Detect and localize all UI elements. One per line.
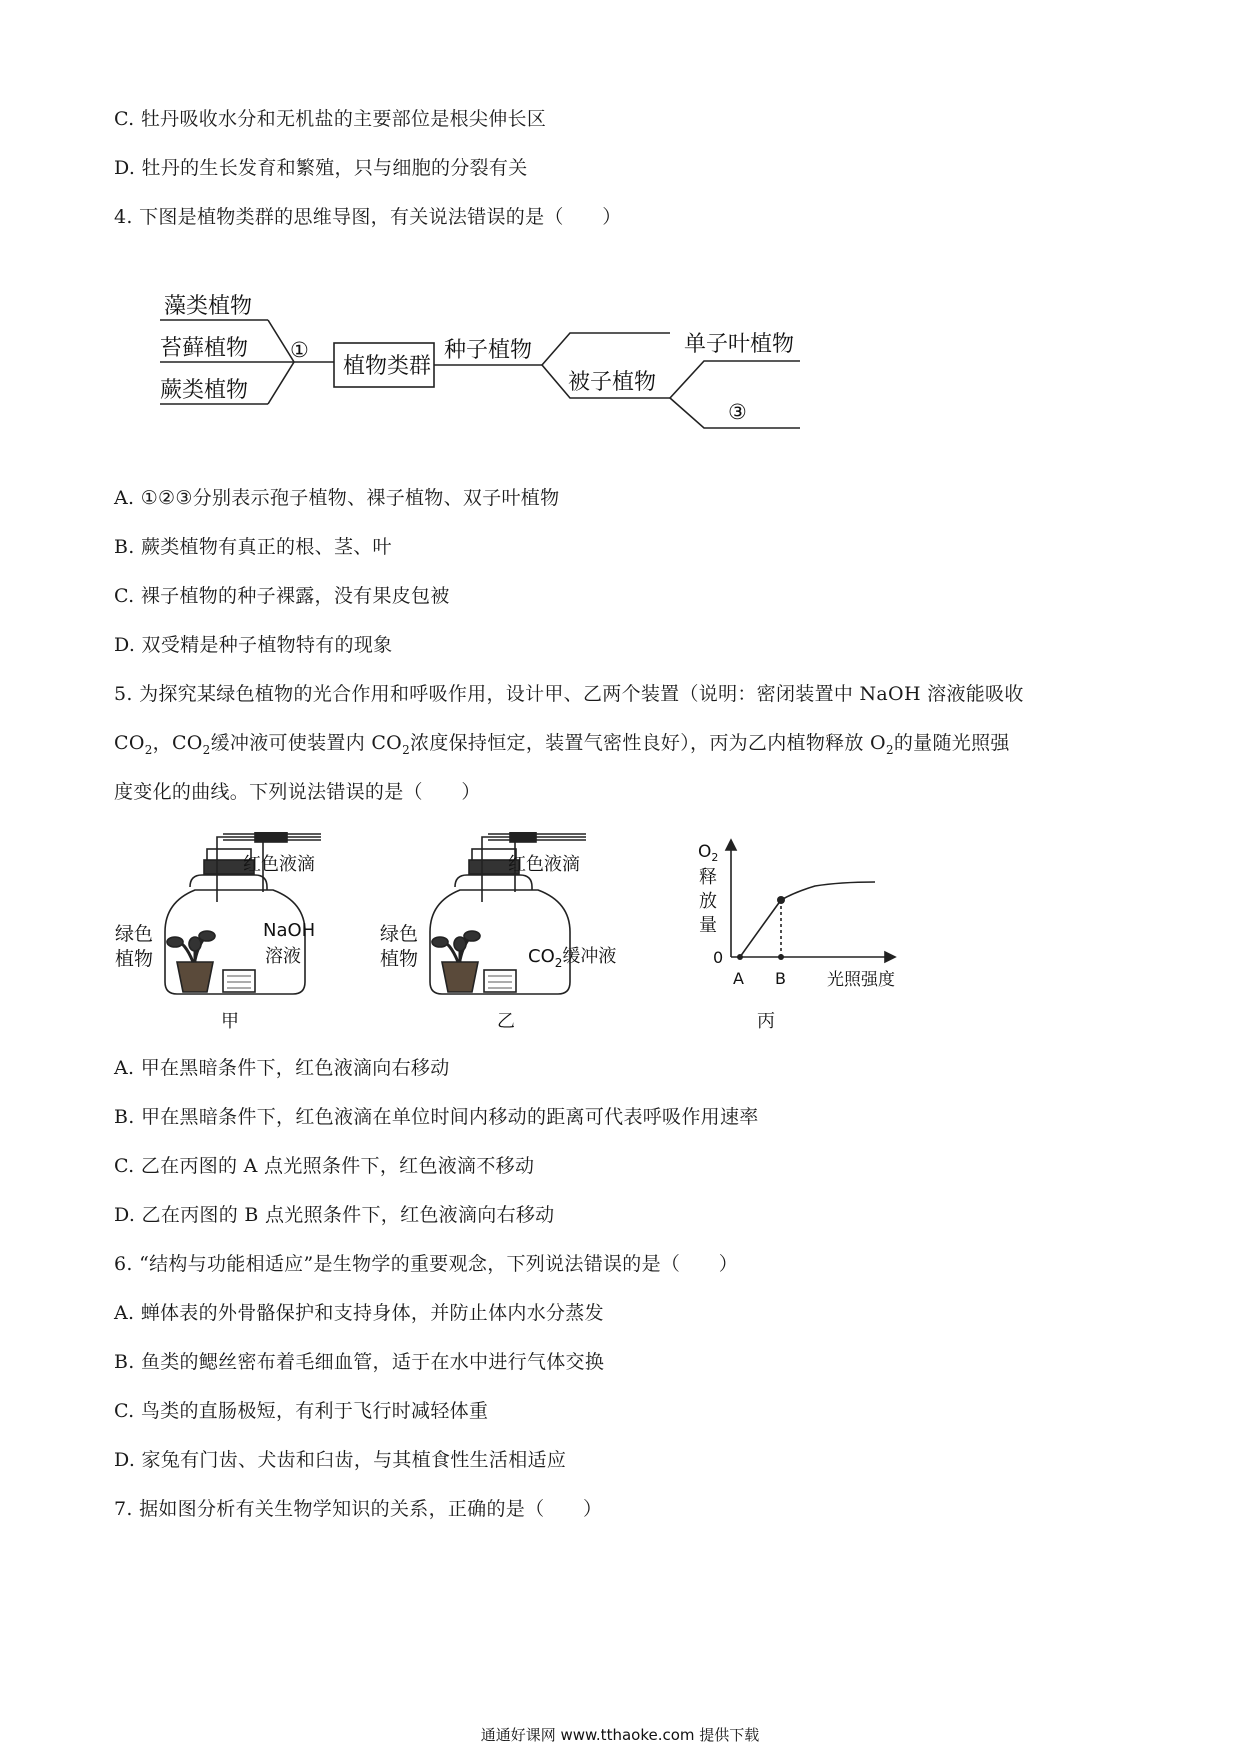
jia-plant-label-2: 植物 [115,948,154,970]
page-footer: 通通好课网 www.tthaoke.com 提供下载 [480,1726,760,1744]
yi-drop-label: 红色液滴 [508,854,580,875]
jia-drop-label: 红色液滴 [243,854,315,875]
o2-release-graph [726,840,895,962]
q6-option-a: A. 蝉体表的外骨骼保护和支持身体，并防止体内水分蒸发 [114,1302,604,1324]
q6-option-c: C. 鸟类的直肠极短，有利于飞行时减轻体重 [114,1400,489,1422]
q4-option-a: A. ①②③分别表示孢子植物、裸子植物、双子叶植物 [114,487,560,509]
origin-label: 0 [713,948,724,967]
moss-label: 苔藓植物 [160,336,249,361]
q7-stem: 7. 据如图分析有关生物学知识的关系，正确的是（ ） [114,1498,603,1520]
naoh-label: NaOH [263,920,316,941]
yi-caption: 乙 [497,1011,515,1032]
q5-apparatus-figure [115,832,935,1042]
co2-buffer-label: $CO_2$缓冲液 [528,946,617,970]
point-a-label: A [733,969,744,988]
q4-option-b: B. 蕨类植物有真正的根、茎、叶 [114,536,392,558]
mark-3: ③ [728,400,747,424]
fern-label: 蕨类植物 [160,378,249,403]
q5-stem-line3: 度变化的曲线。下列说法错误的是（ ） [114,781,481,803]
jia-plant-label-1: 绿色 [115,923,154,945]
q6-option-d: D. 家兔有门齿、犬齿和臼齿，与其植食性生活相适应 [114,1449,567,1471]
q6-option-b: B. 鱼类的鳃丝密布着毛细血管，适于在水中进行气体交换 [114,1351,605,1373]
naoh-solution-label: 溶液 [265,946,301,967]
q4-stem: 4. 下图是植物类群的思维导图，有关说法错误的是（ ） [114,206,622,228]
q3-option-d: D. 牡丹的生长发育和繁殖，只与细胞的分裂有关 [114,157,528,179]
angiosperm-label: 被子植物 [568,370,657,395]
yi-plant-label-2: 植物 [380,948,419,970]
o2-axis-label: $O_2$ [698,842,719,864]
seed-plants-label: 种子植物 [444,338,533,363]
jia-caption: 甲 [221,1011,239,1032]
bing-caption: 丙 [757,1011,775,1032]
point-b-label: B [775,969,786,988]
q4-option-d: D. 双受精是种子植物特有的现象 [114,634,393,656]
x-axis-label: 光照强度 [827,970,895,990]
plant-groups-mind-map [150,285,870,455]
q5-option-b: B. 甲在黑暗条件下，红色液滴在单位时间内移动的距离可代表呼吸作用速率 [114,1106,759,1128]
algae-label: 藻类植物 [164,294,253,319]
q5-stem-line1: 5. 为探究某绿色植物的光合作用和呼吸作用，设计甲、乙两个装置（说明：密闭装置中 NaOH 溶液能吸收 [114,683,1024,705]
q5-option-d: D. 乙在丙图的 B 点光照条件下，红色液滴向右移动 [114,1204,555,1226]
center-label: 植物类群 [343,354,432,379]
y-label-3: 量 [699,915,717,936]
q4-option-c: C. 裸子植物的种子裸露，没有果皮包被 [114,585,450,607]
y-label-2: 放 [699,891,717,912]
q3-option-c: C. 牡丹吸收水分和无机盐的主要部位是根尖伸长区 [114,108,547,130]
y-label-1: 释 [699,867,717,888]
curve-b-marker [777,896,785,904]
mark-1: ① [290,338,309,362]
monocot-label: 单子叶植物 [684,332,795,357]
q5-option-a: A. 甲在黑暗条件下，红色液滴向右移动 [114,1057,450,1079]
point-a-marker [737,954,743,960]
q5-option-c: C. 乙在丙图的 A 点光照条件下，红色液滴不移动 [114,1155,535,1177]
q6-stem: 6. “结构与功能相适应”是生物学的重要观念，下列说法错误的是（ ） [114,1253,739,1275]
point-b-marker [778,954,784,960]
q5-stem-line2: $CO_2$，$CO_2$缓冲液可使装置内 $CO_2$浓度保持恒定，装置气密性良好），丙为乙内植物释放 $O_2$的量随光照强 [114,732,1010,757]
yi-plant-label-1: 绿色 [380,923,419,945]
